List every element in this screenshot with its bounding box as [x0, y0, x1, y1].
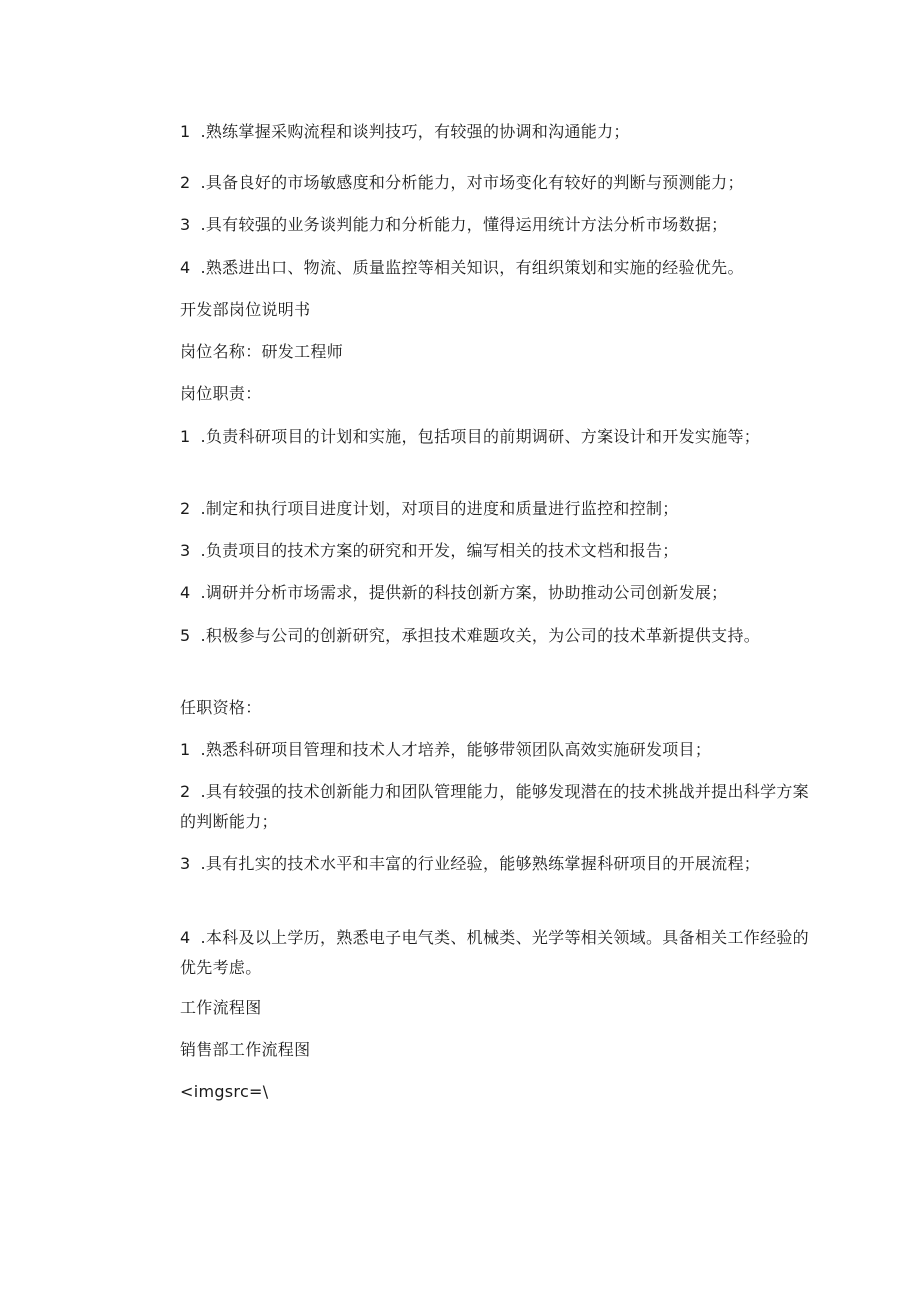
sales-workflow-heading: 销售部工作流程图: [180, 1040, 311, 1059]
position-name: 岗位名称：研发工程师: [180, 342, 344, 361]
duty-4-num: 4: [180, 583, 191, 602]
qualification-1-num: 1: [180, 740, 191, 759]
qualification-2-num: 2: [180, 782, 191, 801]
duty-1-text: .负责科研项目的计划和实施，包括项目的前期调研、方案设计和开发实施等；: [200, 427, 761, 446]
qualification-3: [138, 849, 820, 879]
duty-4: [180, 583, 727, 603]
duty-5: [138, 621, 820, 651]
purchase-req-1-text: .熟练掌握采购流程和谈判技巧，有较强的协调和沟通能力；: [200, 122, 630, 141]
duties-heading: 岗位职责：: [180, 384, 262, 403]
duty-2-text: .制定和执行项目进度计划，对项目的进度和质量进行监控和控制；: [200, 499, 679, 518]
duty-5-text: .积极参与公司的创新研究，承担技术难题攻关，为公司的技术革新提供支持。: [200, 626, 761, 645]
duty-3-num: 3: [180, 541, 191, 560]
purchase-req-4: [180, 258, 744, 278]
qualification-2: [138, 777, 820, 837]
purchase-req-3-text: .具有较强的业务谈判能力和分析能力，懂得运用统计方法分析市场数据；: [200, 215, 728, 234]
duty-3: [180, 541, 679, 561]
qualification-3-text: .具有扎实的技术水平和丰富的行业经验，能够熟练掌握科研项目的开展流程；: [200, 854, 761, 873]
duty-1-num: 1: [180, 427, 191, 446]
qualification-2-text: .具有较强的技术创新能力和团队管理能力，能够发现潜在的技术挑战并提出科学方案的判断能力；: [180, 782, 809, 831]
purchase-req-2-text: .具备良好的市场敏感度和分析能力，对市场变化有较好的判断与预测能力；: [200, 173, 744, 192]
duty-3-text: .负责项目的技术方案的研究和开发，编写相关的技术文档和报告；: [200, 541, 679, 560]
purchase-req-3: [180, 215, 727, 235]
qualification-4-num: 4: [180, 928, 191, 947]
purchase-req-1: [180, 122, 630, 142]
purchase-req-4-text: .熟悉进出口、物流、质量监控等相关知识，有组织策划和实施的经验优先。: [200, 258, 744, 277]
duty-4-text: .调研并分析市场需求，提供新的科技创新方案，协助推动公司创新发展；: [200, 583, 728, 602]
img-src-text: <imgsrc=\: [180, 1082, 269, 1101]
purchase-req-2-num: 2: [180, 173, 191, 192]
purchase-req-2: [180, 173, 744, 193]
purchase-req-4-num: 4: [180, 258, 191, 277]
purchase-req-1-num: 1: [180, 122, 191, 141]
qualification-4: [138, 923, 820, 983]
qualification-1: [180, 740, 711, 760]
qualification-1-text: .熟悉科研项目管理和技术人才培养，能够带领团队高效实施研发项目；: [200, 740, 712, 759]
workflow-heading: 工作流程图: [180, 998, 262, 1017]
purchase-req-3-num: 3: [180, 215, 191, 234]
dev-section-title: 开发部岗位说明书: [180, 300, 311, 319]
qualifications-heading: 任职资格：: [180, 698, 262, 717]
duty-2-num: 2: [180, 499, 191, 518]
qualification-4-text: .本科及以上学历，熟悉电子电气类、机械类、光学等相关领域。具备相关工作经验的优先考虑。: [180, 928, 809, 977]
qualification-3-num: 3: [180, 854, 191, 873]
duty-1: [138, 422, 820, 452]
duty-5-num: 5: [180, 626, 191, 645]
duty-2: [180, 499, 679, 519]
